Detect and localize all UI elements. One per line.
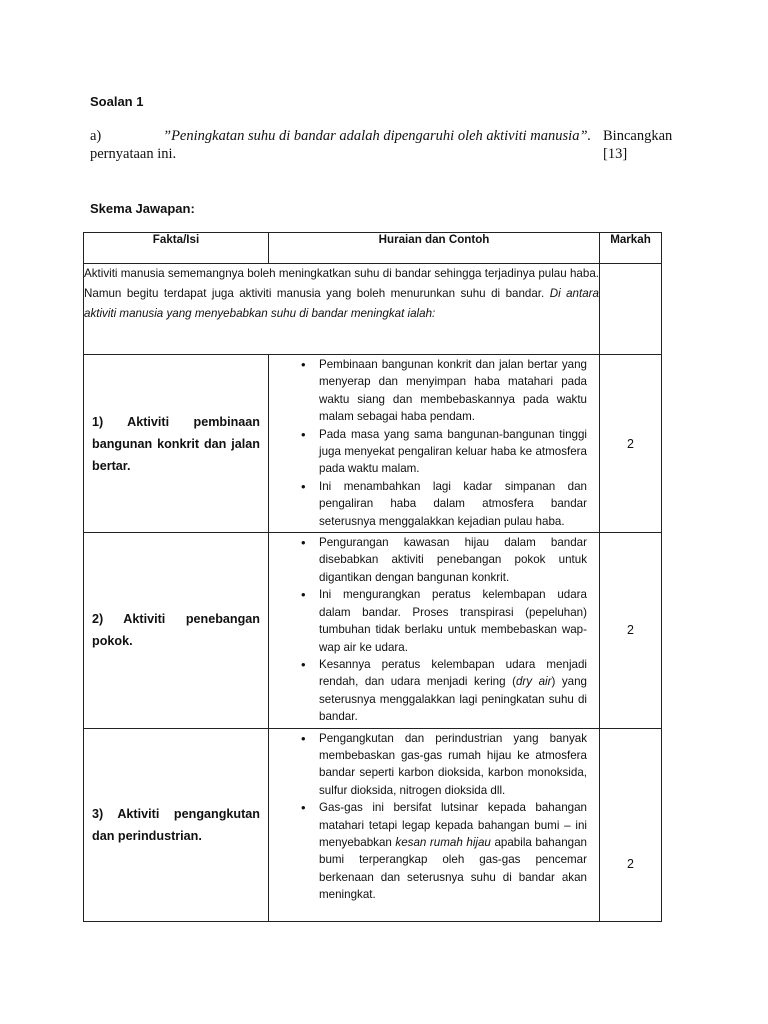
fakta-cell: 1) Aktiviti pembinaan bangunan konkrit dan jalan bertar.: [84, 355, 269, 533]
question-continuation: pernyataan ini.: [90, 146, 177, 162]
list-item: [319, 656, 587, 726]
fakta-cell: 3) Aktiviti pengangkutan dan perindustrian.: [84, 728, 269, 921]
list-item: • Pengurangan kawasan hijau dalam bandar disebabkan aktiviti penebangan pokok untuk digantikan dengan bangunan konkrit.: [319, 534, 587, 586]
question-instruction: Bincangkan: [603, 128, 673, 144]
point-italic-term: dry air: [515, 675, 552, 689]
point-text: Gas-gas ini bersifat lutsinar kepada bahangan matahari tetapi legap kepada bahangan bumi – ini menyebabkan: [319, 801, 587, 849]
question-heading: Soalan 1: [90, 94, 144, 109]
point-italic-term: kesan rumah hijau: [395, 835, 491, 849]
huraian-cell: [269, 728, 600, 921]
table-header-row: [84, 233, 662, 264]
table-row: [84, 728, 662, 921]
markah-cell: [600, 728, 662, 921]
table-row: [84, 355, 662, 533]
huraian-list: [283, 730, 587, 904]
point-text: Kesannya peratus kelembapan udara menjadi rendah, dan udara menjadi kering (: [319, 657, 587, 689]
scheme-title: Skema Jawapan:: [90, 201, 195, 216]
huraian-list: [283, 534, 587, 725]
list-item: • Ini mengurangkan peratus kelembapan udara dalam bandar. Proses transpirasi (pepeluhan) tumbuhan tidak berlaku untuk membebaskan wap-wap air ke udara.: [319, 586, 587, 656]
question-quote: ”Peningkatan suhu di bandar adalah dipengaruhi oleh aktiviti manusia”.: [163, 128, 592, 144]
huraian-cell: [269, 533, 600, 728]
list-item: • Ini menambahkan lagi kadar simpanan dan pengaliran haba dalam atmosfera bandar seterusnya menggalakkan kejadian pulau haba.: [319, 478, 587, 530]
header-fakta: Fakta/Isi: [84, 233, 269, 264]
markah-cell: 2: [600, 355, 662, 533]
huraian-cell: [269, 355, 600, 533]
header-huraian: Huraian dan Contoh: [269, 233, 600, 264]
intro-text: Aktiviti manusia sememangnya boleh meningkatkan suhu di bandar sehingga terjadinya pulau haba. Namun begitu terdapat juga aktiviti manusia yang boleh menurunkan suhu di bandar.: [84, 267, 599, 300]
intro-row: [84, 264, 662, 355]
list-item: • Pembinaan bangunan konkrit dan jalan bertar yang menyerap dan menyimpan haba matahari pada waktu siang dan membebaskannya pada waktu malam sebagai haba pendam.: [319, 356, 587, 426]
question-label: a): [90, 128, 102, 144]
intro-markah-cell: [600, 264, 662, 355]
list-item: • Pengangkutan dan perindustrian yang banyak membebaskan gas-gas rumah hijau ke atmosfera bandar seperti karbon dioksida, karbon monoksida, sulfur dioksida, nitrogen dioksida dll.: [319, 730, 587, 800]
list-item: [319, 799, 587, 903]
list-item: • Pada masa yang sama bangunan-bangunan tinggi juga menyekat pengaliran keluar haba ke atmosfera pada waktu malam.: [319, 426, 587, 478]
table-row: [84, 533, 662, 728]
header-markah: Markah: [600, 233, 662, 264]
markah-value: 2: [627, 856, 634, 871]
intro-cell: [84, 264, 600, 355]
point-text: ) yang seterusnya menggalakkan lagi peningkatan suhu di bandar.: [319, 675, 587, 724]
question-marks: [13]: [603, 146, 628, 162]
markah-cell: 2: [600, 533, 662, 728]
huraian-list: [283, 356, 587, 530]
intro-italic-text: Di antara aktiviti manusia yang menyebabkan suhu di bandar meningkat ialah:: [84, 287, 599, 320]
answer-scheme-table: [83, 232, 662, 922]
point-text: apabila bahangan bumi terperangkap oleh gas-gas pencemar berkenaan dan seterusnya suhu di bandar akan meningkat.: [319, 835, 587, 902]
fakta-cell: 2) Aktiviti penebangan pokok.: [84, 533, 269, 728]
